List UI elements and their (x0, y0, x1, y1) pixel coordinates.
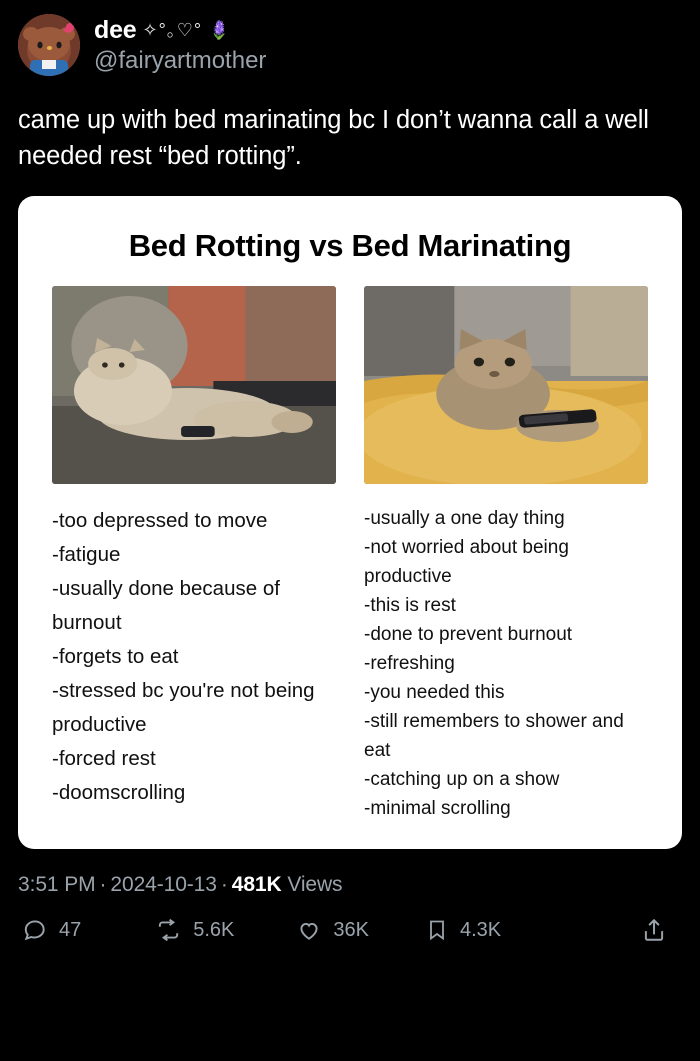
photo-bed-rotting (52, 286, 336, 484)
list-item: -too depressed to move (52, 509, 268, 532)
media-title: Bed Rotting vs Bed Marinating (128, 228, 572, 263)
bookmark-icon (425, 917, 449, 943)
retweet-icon (155, 917, 182, 943)
tweet-meta (0, 849, 700, 897)
heart-icon (296, 917, 322, 943)
retweet-button[interactable] (155, 917, 234, 943)
list-item: -forced rest (52, 747, 156, 770)
photo-bed-marinating (364, 286, 648, 484)
list-item: -usually done because of burnout (52, 577, 280, 634)
list-item: -usually a one day thing (364, 508, 565, 529)
reply-count: 47 (59, 918, 82, 941)
list-bed-marinating (364, 504, 648, 823)
media-columns (38, 286, 662, 823)
list-item: -not worried about being productive (364, 537, 569, 587)
display-name-row (94, 16, 266, 44)
column-bed-marinating (364, 286, 648, 823)
views-count: 481K (231, 873, 282, 896)
name-decoration: ✧°｡♡° 🪻 (142, 20, 232, 40)
timestamp-time: 3:51 PM (18, 873, 96, 896)
avatar[interactable] (18, 14, 80, 76)
tweet-text: came up with bed marinating bc I don’t wanna call a well needed rest “bed rotting”. (18, 106, 649, 170)
list-item: -minimal scrolling (364, 798, 511, 819)
meta-separator-2: · (220, 873, 228, 896)
account-names (94, 14, 266, 76)
bookmark-button[interactable] (425, 917, 501, 943)
reply-button[interactable] (22, 917, 81, 943)
list-item: -this is rest (364, 595, 456, 616)
tweet-header (0, 0, 700, 76)
list-item: -fatigue (52, 543, 121, 566)
column-bed-rotting (52, 286, 336, 823)
list-item: -forgets to eat (52, 645, 179, 668)
list-item: -done to prevent burnout (364, 624, 573, 645)
bookmark-count: 4.3K (460, 918, 502, 941)
list-bed-rotting (52, 504, 336, 810)
list-item: -catching up on a show (364, 769, 560, 790)
account-handle[interactable]: @fairyartmother (94, 47, 267, 74)
list-item: -still remembers to shower and eat (364, 711, 624, 761)
share-icon (641, 917, 667, 943)
list-item: -refreshing (364, 653, 455, 674)
like-button[interactable] (296, 917, 369, 943)
share-button[interactable] (641, 917, 678, 943)
meta-separator: · (99, 873, 107, 896)
tweet-media-card[interactable] (18, 196, 682, 849)
like-count: 36K (333, 918, 369, 941)
display-name: dee (94, 16, 137, 44)
reply-icon (22, 917, 48, 943)
retweet-count: 5.6K (193, 918, 235, 941)
timestamp-date: 2024-10-13 (110, 873, 217, 896)
views-label: Views (287, 873, 343, 896)
list-item: -doomscrolling (52, 781, 186, 804)
list-item: -you needed this (364, 682, 505, 703)
action-bar (0, 897, 700, 943)
list-item: -stressed bc you're not being productive (52, 679, 315, 736)
